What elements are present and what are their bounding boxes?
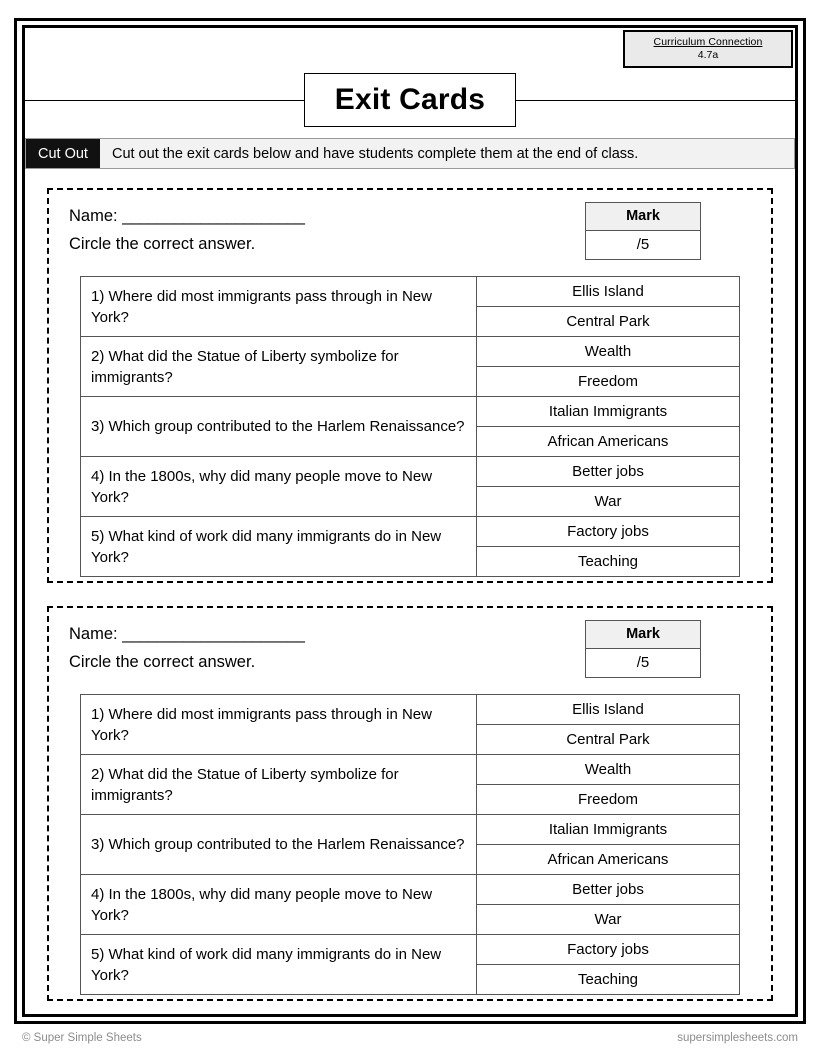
- table-row: [81, 457, 739, 517]
- answer-option[interactable]: Teaching: [577, 971, 639, 988]
- curriculum-connection-code: 4.7a: [697, 49, 719, 61]
- answer-options: [477, 397, 739, 456]
- answer-option[interactable]: War: [594, 911, 622, 928]
- question-text: 1) Where did most immigrants pass through in New York?: [81, 695, 477, 754]
- answer-option[interactable]: Freedom: [577, 791, 639, 808]
- answer-option[interactable]: Better jobs: [477, 875, 739, 905]
- exit-card: [47, 188, 773, 583]
- name-blank-line: _____________________: [122, 207, 305, 225]
- table-row: [81, 337, 739, 397]
- answer-option[interactable]: African Americans: [547, 433, 669, 450]
- table-row: [81, 815, 739, 875]
- answer-option[interactable]: Factory jobs: [477, 517, 739, 547]
- answer-option[interactable]: Wealth: [477, 755, 739, 785]
- mark-label: Mark: [586, 621, 700, 649]
- answer-option[interactable]: Ellis Island: [477, 695, 739, 725]
- question-text: 5) What kind of work did many immigrants do in New York?: [81, 935, 477, 994]
- question-table: [80, 276, 740, 577]
- mark-box: [585, 202, 701, 260]
- answer-option[interactable]: Wealth: [477, 337, 739, 367]
- answer-option[interactable]: Factory jobs: [477, 935, 739, 965]
- exit-card: [47, 606, 773, 1001]
- table-row: [81, 397, 739, 457]
- curriculum-connection-box: [623, 30, 793, 68]
- answer-option[interactable]: Central Park: [566, 313, 650, 330]
- answer-option[interactable]: African Americans: [547, 851, 669, 868]
- question-text: 2) What did the Statue of Liberty symbolize for immigrants?: [81, 337, 477, 396]
- footer-website: supersimplesheets.com: [677, 1032, 798, 1044]
- answer-option[interactable]: Teaching: [577, 553, 639, 570]
- question-text: 4) In the 1800s, why did many people move to New York?: [81, 875, 477, 934]
- name-blank-line: _____________________: [122, 625, 305, 643]
- answer-option[interactable]: Ellis Island: [477, 277, 739, 307]
- answer-options: [477, 815, 739, 874]
- instruction-tag: Cut Out: [26, 139, 100, 168]
- mark-box: [585, 620, 701, 678]
- page-title-box: [304, 73, 516, 127]
- card-header: [69, 622, 751, 688]
- instruction-bar: [25, 138, 795, 169]
- table-row: [81, 755, 739, 815]
- table-row: [81, 277, 739, 337]
- answer-option[interactable]: Italian Immigrants: [477, 815, 739, 845]
- question-text: 3) Which group contributed to the Harlem Renaissance?: [81, 815, 477, 874]
- answer-options: [477, 695, 739, 754]
- page-title: Exit Cards: [334, 83, 486, 116]
- directions-text: Circle the correct answer.: [69, 235, 256, 253]
- answer-options: [477, 755, 739, 814]
- page-footer: [22, 1032, 798, 1044]
- question-text: 1) Where did most immigrants pass through in New York?: [81, 277, 477, 336]
- question-table: [80, 694, 740, 995]
- mark-value[interactable]: /5: [586, 649, 700, 677]
- name-label: Name:: [69, 207, 118, 225]
- instruction-text: Cut out the exit cards below and have students complete them at the end of class.: [100, 139, 794, 168]
- title-band: [25, 73, 795, 129]
- mark-value[interactable]: /5: [586, 231, 700, 259]
- table-row: [81, 517, 739, 576]
- question-text: 2) What did the Statue of Liberty symbolize for immigrants?: [81, 755, 477, 814]
- answer-option[interactable]: War: [594, 493, 622, 510]
- question-text: 4) In the 1800s, why did many people move to New York?: [81, 457, 477, 516]
- answer-options: [477, 517, 739, 576]
- answer-option[interactable]: Central Park: [566, 731, 650, 748]
- answer-options: [477, 875, 739, 934]
- table-row: [81, 935, 739, 994]
- answer-option[interactable]: Italian Immigrants: [477, 397, 739, 427]
- question-text: 5) What kind of work did many immigrants do in New York?: [81, 517, 477, 576]
- worksheet-content: [25, 28, 795, 1014]
- curriculum-connection-label: Curriculum Connection: [653, 36, 763, 48]
- directions-text: Circle the correct answer.: [69, 653, 256, 671]
- table-row: [81, 875, 739, 935]
- question-text: 3) Which group contributed to the Harlem Renaissance?: [81, 397, 477, 456]
- table-row: [81, 695, 739, 755]
- card-header: [69, 204, 751, 270]
- mark-label: Mark: [586, 203, 700, 231]
- answer-options: [477, 277, 739, 336]
- answer-option[interactable]: Freedom: [577, 373, 639, 390]
- answer-option[interactable]: Better jobs: [477, 457, 739, 487]
- name-label: Name:: [69, 625, 118, 643]
- answer-options: [477, 935, 739, 994]
- answer-options: [477, 457, 739, 516]
- answer-options: [477, 337, 739, 396]
- footer-copyright: © Super Simple Sheets: [22, 1032, 142, 1044]
